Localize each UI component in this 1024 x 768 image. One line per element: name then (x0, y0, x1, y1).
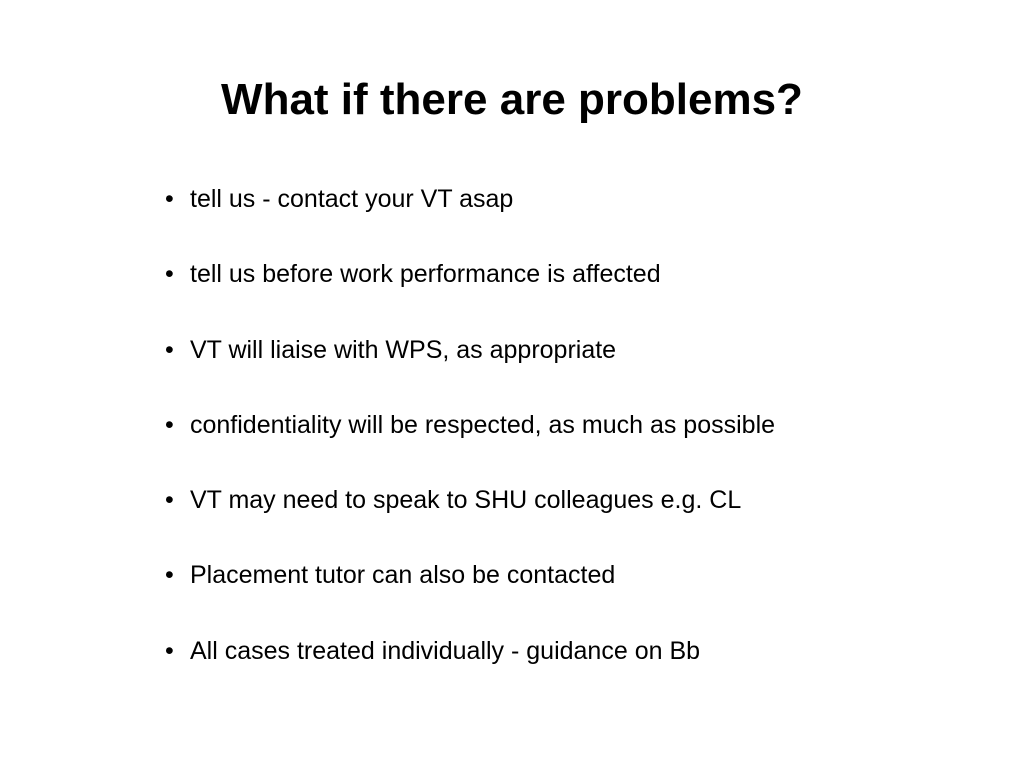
bullet-text: Placement tutor can also be contacted (190, 561, 616, 590)
list-item (160, 404, 980, 479)
bullet-icon: • (165, 636, 174, 665)
bullet-text: VT may need to speak to SHU colleagues e.g. CL (190, 486, 742, 515)
bullet-icon: • (165, 335, 174, 364)
bullet-list (160, 178, 980, 705)
list-item (160, 253, 980, 328)
list-item (160, 479, 980, 554)
bullet-icon: • (165, 260, 174, 289)
bullet-icon: • (165, 185, 174, 213)
bullet-icon: • (165, 486, 174, 515)
list-item (160, 554, 980, 629)
bullet-text: tell us before work performance is affected (190, 260, 661, 289)
slide-title: What if there are problems? (221, 75, 803, 124)
bullet-text: All cases treated individually - guidance on Bb (190, 636, 701, 665)
list-item (160, 630, 980, 705)
list-item (160, 178, 980, 253)
bullet-text: VT will liaise with WPS, as appropriate (190, 335, 617, 364)
bullet-text: tell us - contact your VT asap (190, 185, 514, 213)
list-item (160, 329, 980, 404)
bullet-text: confidentiality will be respected, as much as possible (190, 410, 776, 439)
bullet-icon: • (165, 561, 174, 590)
bullet-icon: • (165, 410, 174, 439)
